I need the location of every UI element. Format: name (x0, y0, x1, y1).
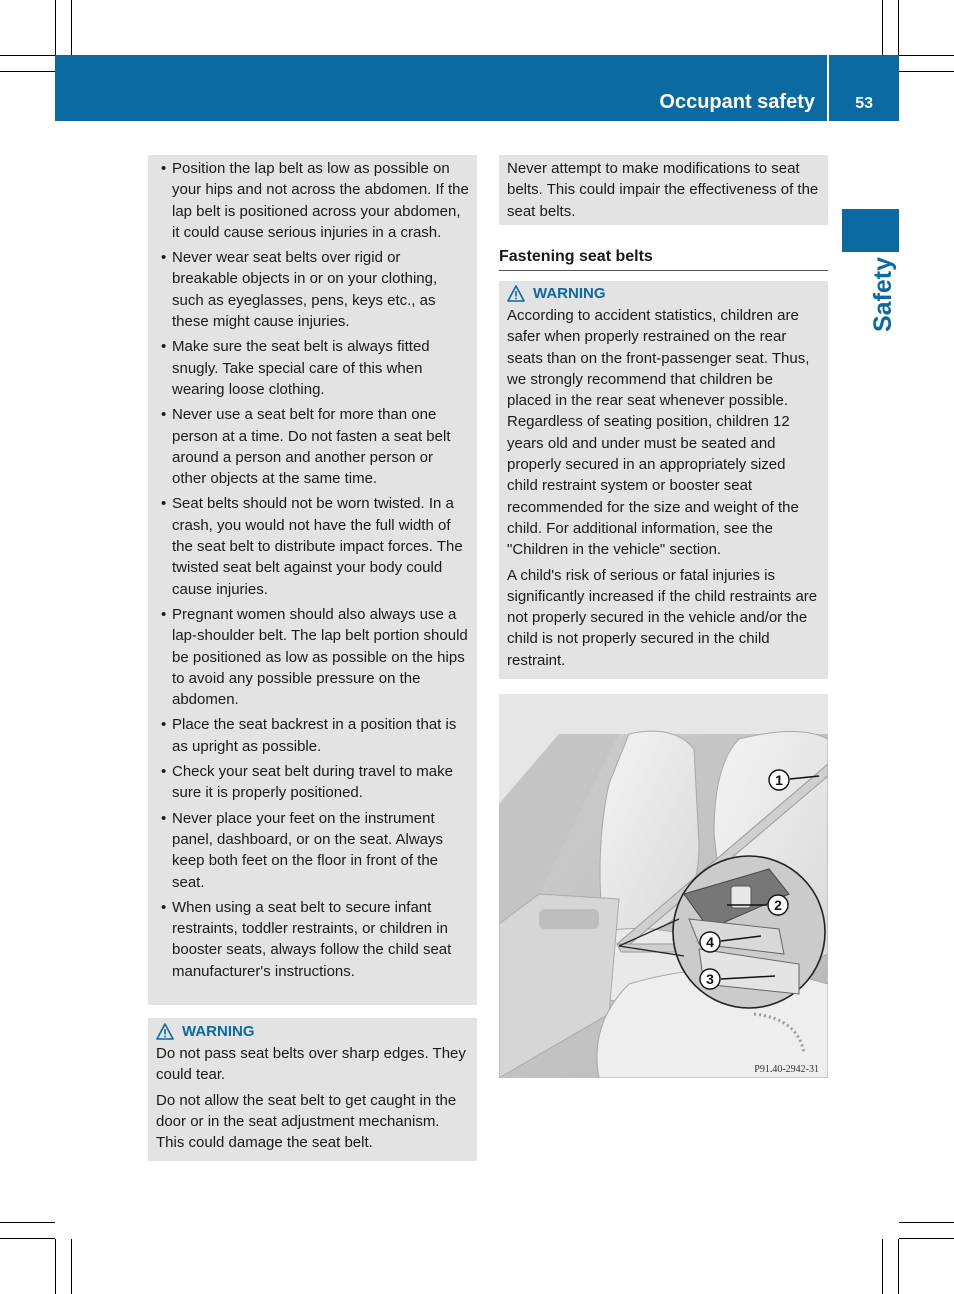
note-text: Never attempt to make modifications to seat belts. This could impair the effectiveness of the seat belts. (507, 160, 819, 220)
warning-heading (507, 285, 820, 302)
list-item: • Seat belts should not be worn twisted. In a crash, you would not have the full width of the seat belt to distribute impact forces. The twisted seat belt against your body could cause injuries. (156, 493, 469, 599)
crop-mark (71, 0, 72, 55)
callout-3: 3 (706, 971, 714, 987)
callout-2: 2 (774, 897, 782, 913)
modification-note-box (499, 155, 828, 225)
warning-heading (156, 1023, 469, 1040)
chapter-label-text: Safety (869, 256, 897, 332)
crop-mark (882, 0, 883, 55)
warning-text: Do not pass seat belts over sharp edges. They could tear. (156, 1045, 466, 1084)
crop-mark (899, 71, 954, 72)
crop-mark (55, 0, 56, 55)
warning-triangle-icon (507, 285, 525, 302)
list-item: • When using a seat belt to secure infant restraints, toddler restraints, or children in booster seats, always follow the child seat manufacturer's instructions. (156, 897, 469, 982)
chapter-tab (842, 209, 899, 252)
list-item: • Make sure the seat belt is always fitted snugly. Take special care of this when wearing loose clothing. (156, 336, 469, 400)
warning-box-seat-belt-damage (148, 1018, 477, 1161)
crop-mark (898, 1239, 899, 1294)
list-item: • Position the lap belt as low as possible on your hips and not across the abdomen. If the lap belt is positioned across your abdomen, it could cause serious injuries in a crash. (156, 158, 469, 243)
page-number: 53 (855, 95, 873, 112)
crop-mark (0, 1238, 55, 1239)
list-item: • Never place your feet on the instrument panel, dashboard, or on the seat. Always keep both feet on the floor in front of the seat. (156, 808, 469, 893)
list-item: • Never use a seat belt for more than one person at a time. Do not fasten a seat belt around a person and another person or other objects at the same time. (156, 404, 469, 489)
warning-text: According to accident statistics, children are safer when properly restrained on the rear seats than on the front-passenger seat. Thus, we strongly recommend that children be placed in the rear seat whenever possible. Regardless of seating position, children 12 years old and under must be seated and properly secured in an appropriately sized child restraint system or booster seat recommended for the size and weight of the child. For additional information, see the "Children in the vehicle" section. (507, 307, 810, 559)
seat-belt-illustration (499, 694, 828, 1078)
warning-box-children (499, 281, 828, 679)
safety-bullets-box (148, 155, 477, 1005)
warning-label: WARNING (533, 285, 606, 302)
crop-mark (71, 1239, 72, 1294)
warning-label: WARNING (182, 1023, 255, 1040)
safety-bullet-list (156, 158, 469, 982)
list-item: • Place the seat backrest in a position that is as upright as possible. (156, 714, 469, 757)
callout-1: 1 (775, 772, 783, 788)
section-title: Occupant safety (659, 91, 815, 113)
page-header (55, 55, 899, 121)
crop-mark (898, 0, 899, 55)
crop-mark (899, 1238, 954, 1239)
list-item: • Check your seat belt during travel to make sure it is properly positioned. (156, 761, 469, 804)
warning-text: A child's risk of serious or fatal injuries is significantly increased if the child restraints are not properly secured in the vehicle and/or the child is not properly secured in the child restraint. (507, 566, 818, 669)
subsection-heading: Fastening seat belts (499, 248, 828, 271)
callout-4: 4 (706, 934, 714, 950)
seat-illustration-svg (499, 694, 828, 1078)
list-item: • Pregnant women should also always use a lap-shoulder belt. The lap belt portion should be positioned as low as possible on the hips to avoid any possible pressure on the abdomen. (156, 604, 469, 710)
crop-mark (0, 55, 55, 56)
header-divider (827, 55, 829, 121)
crop-mark (899, 1222, 954, 1223)
crop-mark (0, 1222, 55, 1223)
chapter-label (829, 256, 897, 332)
crop-mark (899, 55, 954, 56)
crop-mark (55, 1239, 56, 1294)
figure-code: P91.40-2942-31 (754, 1064, 819, 1075)
warning-triangle-icon (156, 1023, 174, 1040)
warning-text: Do not allow the seat belt to get caught in the door or in the seat adjustment mechanism. This could damage the seat belt. (156, 1091, 457, 1152)
list-item: • Never wear seat belts over rigid or breakable objects in or on your clothing, such as eyeglasses, pens, keys etc., as these might cause injuries. (156, 247, 469, 332)
crop-mark (0, 71, 55, 72)
crop-mark (882, 1239, 883, 1294)
